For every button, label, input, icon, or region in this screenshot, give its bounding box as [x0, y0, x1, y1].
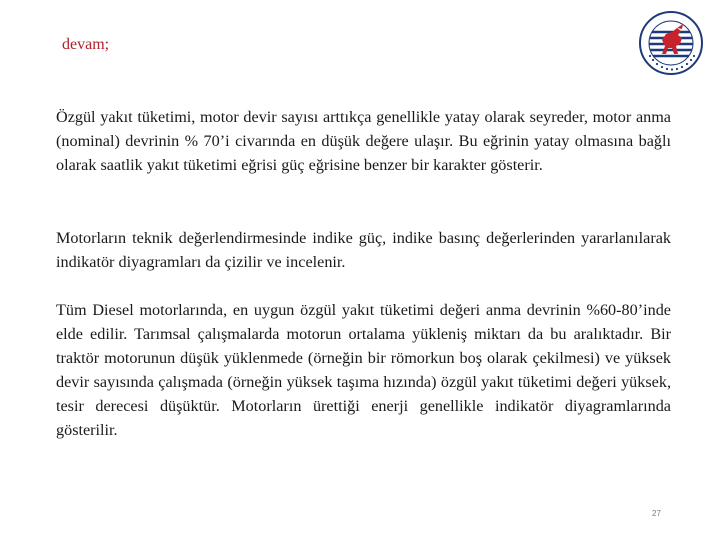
paragraph-indicator-diagrams: Motorların teknik değerlendirmesinde indike güç, indike basınç değerlerinden yararlanılarak indikatör diyagramları da çizilir ve incelenir. — [56, 229, 671, 271]
university-seal-icon — [638, 10, 704, 76]
paragraph-diesel-engines: Tüm Diesel motorlarında, en uygun özgül yakıt tüketimi değeri anma devrinin %60-80’inde elde edilir. Tarımsal çalışmalarda motorun ortalama yükleniş miktarı da bu aralıktadır. Bir traktör motorunun düşük yüklenmede (örneğin bir römorkun boş olarak çekilmesi) ve yüksek devir sayısında çalışmada (örneğin yüksek taşıma hızında) özgül yakıt tüketimi değeri yüksek, tesir derecesi düşüktür. Motorların ürettiği enerji genellikle indikatör diyagramlarında gösterilir. — [56, 301, 671, 439]
slide-heading: devam; — [62, 36, 110, 53]
paragraph-specific-fuel-consumption: Özgül yakıt tüketimi, motor devir sayısı arttıkça genellikle yatay olarak seyreder, motor anma (nominal) devrinin % 70’i civarında en düşük değere ulaşır. Bu eğrinin yatay olmasına bağlı olarak saatlik yakıt tüketimi eğrisi güç eğrisine benzer bir karakter gösterir. — [56, 108, 671, 174]
page-number: 27 — [652, 509, 661, 518]
